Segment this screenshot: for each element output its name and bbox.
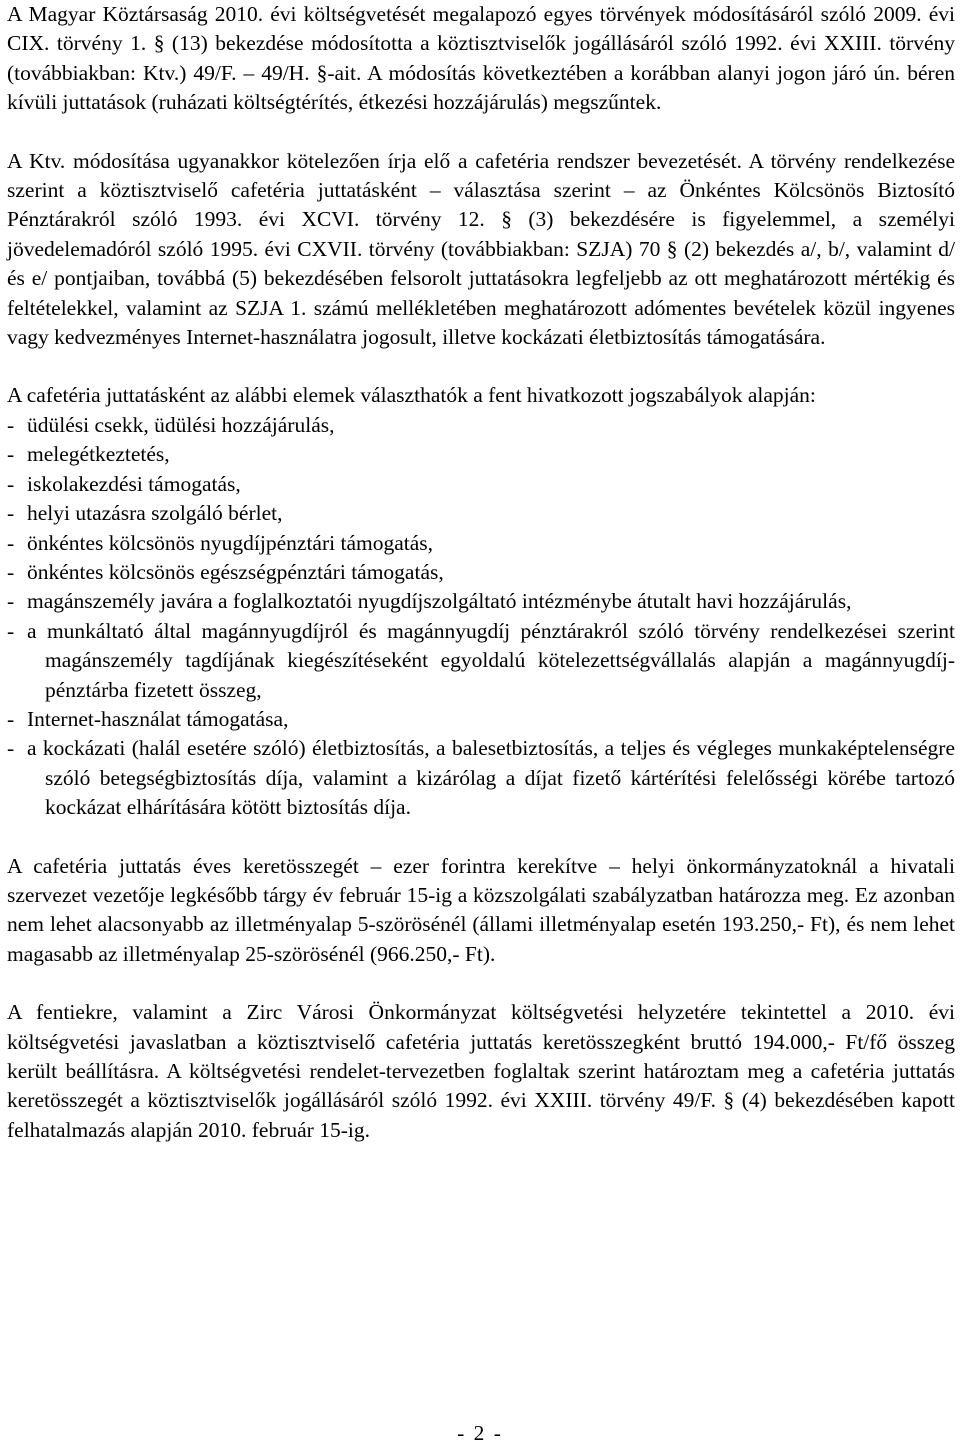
list-item-text: iskolakezdési támogatás, [27,471,241,496]
list-dash: - [7,501,15,526]
list-item-text: a munkáltató által magánnyugdíjról és magánnyugdíj pénztárakról szóló törvény rendelkezései szerint magánszemély tagdíjának kiegészítéseként egyoldalú kötelezettségvállalás alapján a magánnyugdíj-pénztárba fizetett összeg, [27,618,955,702]
document-page [7,0,955,1145]
list-item [7,529,955,558]
list-item-text: magánszemély javára a foglalkoztatói nyugdíjszolgáltató intézménybe átutalt havi hozzájárulás, [27,589,852,614]
list-dash: - [7,736,15,761]
paragraph-cafeteria-elements-intro: A cafetéria juttatásként az alábbi elemek választhatók a fent hivatkozott jogszabályok alapján: [7,383,816,408]
page-number: - 2 - [457,1421,503,1445]
paragraph-spacer [7,823,955,852]
list-item [7,705,955,734]
paragraph-cafeteria-obligation: A Ktv. módosítása ugyanakkor kötelezően írja elő a cafetéria rendszer bevezetését. A törvény rendelkezése szerint a köztisztviselő cafetéria juttatásként – választása szerint – az Önkéntes Kölcsönös Biztosító Pénztárakról szóló 1993. évi XCVI. törvény 12. § (3) bekezdésére is figyelemmel, a személyi jövedelemadóról szóló 1995. évi CXVII. törvény (továbbiakban: SZJA) 70 § (2) bekezdés a/, b/, valamint d/ és e/ pontjaiban, továbbá (5) bekezdésében felsorolt juttatásokra legfeljebb az ott meghatározott mértékig és feltételekkel, valamint az SZJA 1. számú mellékletében meghatározott adómentes bevételek közül ingyenes vagy kedvezményes Internet-használatra jogosult, illetve kockázati életbiztosítás támogatására. [7,148,955,350]
list-item-text: önkéntes kölcsönös nyugdíjpénztári támogatás, [27,530,434,555]
list-item [7,617,955,705]
paragraph-spacer [7,118,955,147]
list-item [7,734,955,822]
list-dash: - [7,706,15,731]
list-item [7,499,955,528]
list-dash: - [7,589,15,614]
list-item [7,587,955,616]
list-item-text: önkéntes kölcsönös egészségpénztári támogatás, [27,559,444,584]
paragraph-spacer [7,969,955,998]
list-item-text: melegétkeztetés, [27,442,170,467]
list-dash: - [7,530,15,555]
list-dash: - [7,412,15,437]
list-item [7,558,955,587]
paragraph-zirc-decision: A fentiekre, valamint a Zirc Városi Önkormányzat költségvetési helyzetére tekintettel a 2010. évi költségvetési javaslatban a köztisztviselő cafetéria juttatás keretösszegként bruttó 194.000,- Ft/fő összeg került beállításra. A költségvetési rendelet-tervezetben foglaltak szerint határoztam meg a cafetéria juttatás keretösszegét a köztisztviselők jogállásáról szóló 1992. évi XXIII. törvény 49/F. § (4) bekezdésében kapott felhatalmazás alapján 2010. február 15-ig. [7,1000,955,1142]
list-item-text: üdülési csekk, üdülési hozzájárulás, [27,412,335,437]
list-dash: - [7,471,15,496]
list-item [7,470,955,499]
list-item-text: helyi utazásra szolgáló bérlet, [27,501,283,526]
list-item-text: Internet-használat támogatása, [27,706,289,731]
list-item [7,440,955,469]
list-dash: - [7,442,15,467]
list-item-text: a kockázati (halál esetére szóló) életbiztosítás, a balesetbiztosítás, a teljes és végleges munkaképtelenségre szóló betegségbiztosítás díja, valamint a kizárólag a díjat fizető kártérítési felelősségi körébe tartozó kockázat elhárítására kötött biztosítás díja. [27,736,955,820]
paragraph-ktv-amendment: A Magyar Köztársaság 2010. évi költségvetését megalapozó egyes törvények módosításáról szóló 2009. évi CIX. törvény 1. § (13) bekezdése módosította a köztisztviselők jogállásáról szóló 1992. évi XXIII. törvény (továbbiakban: Ktv.) 49/F. – 49/H. §-ait. A módosítás következtében a korábban alanyi jogon járó ún. béren kívüli juttatások (ruházati költségtérítés, étkezési hozzájárulás) megszűntek. [7,2,955,115]
paragraph-annual-budget: A cafetéria juttatás éves keretösszegét – ezer forintra kerekítve – helyi önkormányzatoknál a hivatali szervezet vezetője legkésőbb tárgy év február 15-ig a közszolgálati szabályzatban határozza meg. Ez azonban nem lehet alacsonyabb az illetményalap 5-szörösénél (állami illetményalap esetén 193.250,- Ft), és nem lehet magasabb az illetményalap 25-szörösénél (966.250,- Ft). [7,853,955,966]
paragraph-spacer [7,352,955,381]
cafeteria-elements-list [7,411,955,823]
list-item [7,411,955,440]
list-dash: - [7,618,15,643]
list-dash: - [7,559,15,584]
